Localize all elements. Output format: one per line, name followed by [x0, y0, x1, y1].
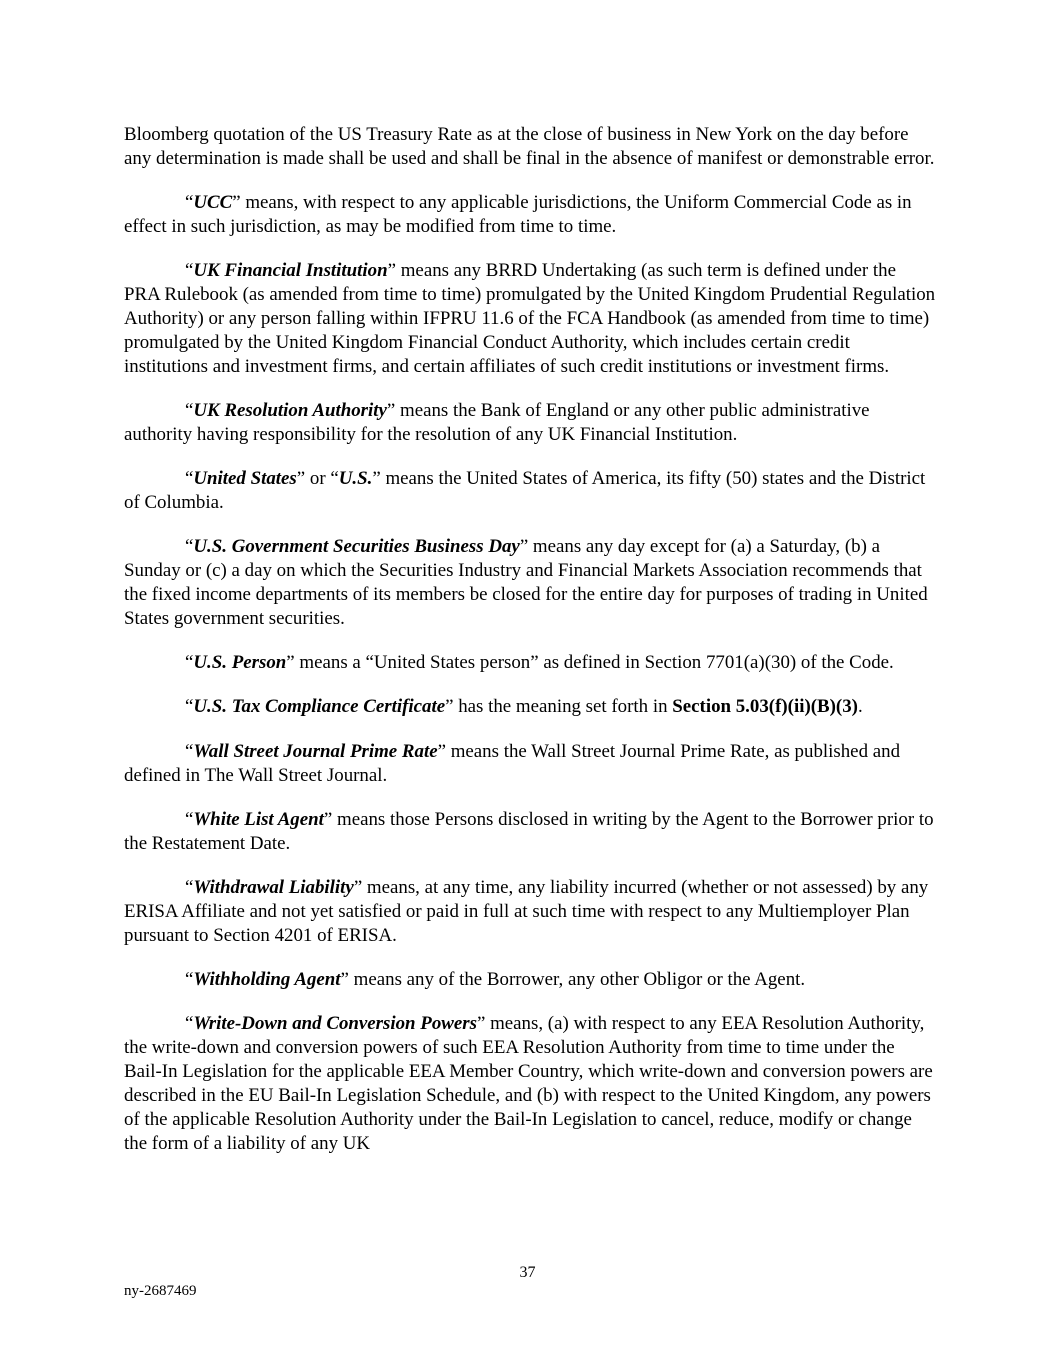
defined-term: Withdrawal Liability [193, 876, 354, 898]
definition-text: means any BRRD Undertaking (as such term is defined under the PRA Rulebook (as amended from time to time) promulgated by the United Kingdom Prudential Regulation Authority) or any person falling within IFPRU 11.6 of the FCA Handbook (as amended from time to time) promulgated by the United Kingdom Financial Conduct Authority, which includes certain credit institutions and investment firms, and certain affiliates of such credit institutions or investment firms. [124, 260, 936, 377]
definition-uk-financial-institution: “UK Financial Institution” means any BRRD Undertaking (as such term is defined under the PRA Rulebook (as amended from time to time) promulgated by the United Kingdom Prudential Regulation Authority) or any person falling within IFPRU 11.6 of the FCA Handbook (as amended from time to time) promulgated by the United Kingdom Financial Conduct Authority, which includes certain credit institutions and investment firms, and certain affiliates of such credit institutions or investment firms. [124, 260, 936, 377]
definition-text: has the meaning set forth in [453, 696, 673, 718]
definition-us-government-securities-business-day: “U.S. Government Securities Business Day” means any day except for (a) a Saturday, (b) a Sunday or (c) a day on which the Securities Industry and Financial Markets Association recommends that the fixed income departments of its members be closed for the entire day for purposes of trading in United States government securities. [124, 536, 928, 629]
definition-text: means, (a) with respect to any EEA Resolution Authority, the write-down and conversion powers of such EEA Resolution Authority from time to time under the Bail-In Legislation for the applicable EEA Member Country, which write-down and conversion powers are described in the EU Bail-In Legislation Schedule, and (b) with respect to the United Kingdom, any powers of the applicable Resolution Authority under the Bail-In Legislation to cancel, reduce, modify or change the form of a liability of any UK [124, 1013, 933, 1154]
definition-text: means, at any time, any liability incurred (whether or not assessed) by any ERISA Affiliate and not yet satisfied or paid in full at such time with respect to any Multiemployer Plan pursuant to Section 4201 of ERISA. [124, 876, 929, 946]
definition-write-down-and-conversion-powers: “Write-Down and Conversion Powers” means, (a) with respect to any EEA Resolution Authority, the write-down and conversion powers of such EEA Resolution Authority from time to time under the Bail-In Legislation for the applicable EEA Member Country, which write-down and conversion powers are described in the EU Bail-In Legislation Schedule, and (b) with respect to the United Kingdom, any powers of the applicable Resolution Authority under the Bail-In Legislation to cancel, reduce, modify or change the form of a liability of any UK [124, 1013, 933, 1154]
defined-term: Wall Street Journal Prime Rate [193, 740, 438, 762]
definition-text: means those Persons disclosed in writing by the Agent to the Borrower prior to the Restatement Date. [124, 808, 934, 854]
defined-term: U.S. Person [193, 652, 287, 674]
definition-united-states: “United States” or “U.S.” means the United States of America, its fifty (50) states and the District of Columbia. [124, 468, 926, 514]
continuation-paragraph: Bloomberg quotation of the US Treasury Rate as at the close of business in New York on the day before any determination is made shall be used and shall be final in the absence of manifest or demonstrable error. [124, 124, 935, 169]
definition-text: means, with respect to any applicable jurisdictions, the Uniform Commercial Code as in effect in such jurisdiction, as may be modified from time to time. [124, 192, 912, 238]
definition-withholding-agent: “Withholding Agent” means any of the Borrower, any other Obligor or the Agent. [185, 968, 806, 990]
document-body [124, 123, 936, 1176]
definition-us-tax-compliance-certificate: “U.S. Tax Compliance Certificate” has the meaning set forth in Section 5.03(f)(ii)(B)(3). [185, 696, 863, 718]
definition-ucc: “UCC” means, with respect to any applicable jurisdictions, the Uniform Commercial Code as in effect in such jurisdiction, as may be modified from time to time. [124, 192, 912, 238]
definition-text: means a “United States person” as defined in Section 7701(a)(30) of the Code. [294, 652, 894, 674]
document-id: ny-2687469 [124, 1283, 197, 1299]
defined-term: U.S. [338, 468, 373, 490]
defined-term: United States [193, 468, 297, 490]
definition-text: means the Wall Street Journal Prime Rate, as published and defined in The Wall Street Journal. [124, 740, 901, 786]
defined-term: U.S. Government Securities Business Day [193, 536, 520, 558]
definition-text: means the Bank of England or any other public administrative authority having responsibility for the resolution of any UK Financial Institution. [124, 400, 870, 445]
definition-text: means any day except for (a) a Saturday, (b) a Sunday or (c) a day on which the Securities Industry and Financial Markets Association recommends that the fixed income departments of its members be closed for the entire day for purposes of trading in United States government securities. [124, 536, 928, 629]
page-number: 37 [519, 1264, 536, 1281]
defined-term: Withholding Agent [193, 968, 341, 990]
definition-connector: or [305, 468, 331, 490]
definition-text: means any of the Borrower, any other Obligor or the Agent. [348, 968, 806, 990]
defined-term: White List Agent [193, 808, 324, 830]
section-reference: Section 5.03(f)(ii)(B)(3) [672, 696, 858, 718]
defined-term: UCC [193, 192, 233, 214]
definition-uk-resolution-authority: “UK Resolution Authority” means the Bank of England or any other public administrative authority having responsibility for the resolution of any UK Financial Institution. [124, 400, 870, 445]
definition-wsj-prime-rate: “Wall Street Journal Prime Rate” means the Wall Street Journal Prime Rate, as published and defined in The Wall Street Journal. [124, 740, 901, 786]
definition-text-end: . [857, 696, 863, 718]
definition-text: means the United States of America, its fifty (50) states and the District of Columbia. [124, 468, 926, 514]
definition-white-list-agent: “White List Agent” means those Persons disclosed in writing by the Agent to the Borrower prior to the Restatement Date. [124, 808, 934, 854]
defined-term: U.S. Tax Compliance Certificate [193, 696, 446, 718]
defined-term: Write-Down and Conversion Powers [193, 1013, 477, 1035]
definition-us-person: “U.S. Person” means a “United States person” as defined in Section 7701(a)(30) of the Code. [185, 652, 894, 674]
definition-withdrawal-liability: “Withdrawal Liability” means, at any time, any liability incurred (whether or not assessed) by any ERISA Affiliate and not yet satisfied or paid in full at such time with respect to any Multiemployer Plan pursuant to Section 4201 of ERISA. [124, 876, 929, 946]
defined-term: UK Financial Institution [193, 260, 388, 282]
defined-term: UK Resolution Authority [193, 400, 387, 422]
